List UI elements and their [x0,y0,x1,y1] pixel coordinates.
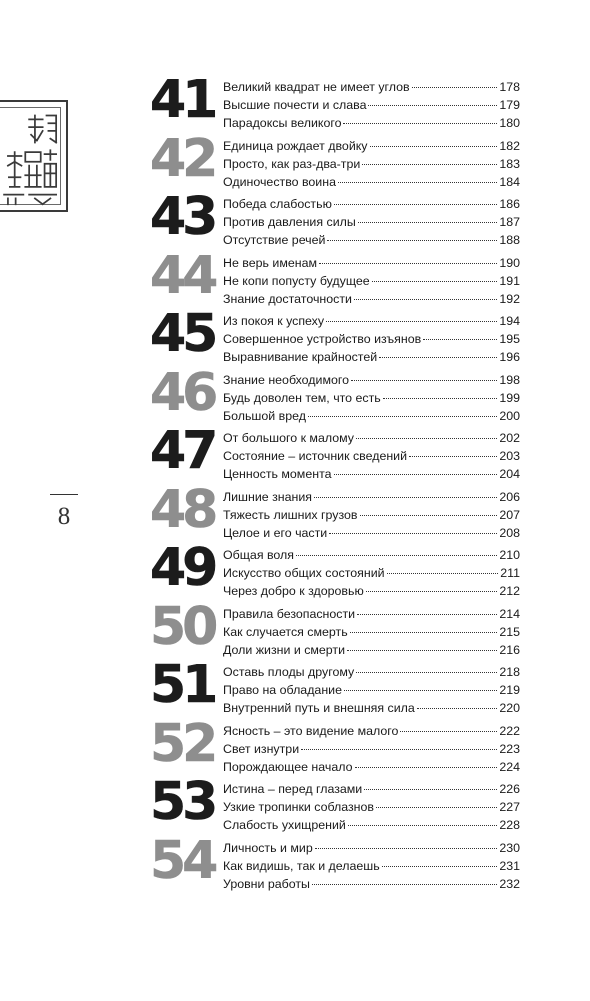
dot-leader [315,848,498,849]
toc-group [150,304,520,371]
toc-entry [223,506,520,524]
toc-entry-title: Через добро к здоровью [223,584,364,598]
chapter-number: 45 [150,304,215,364]
toc-entry-title: Не копи попусту будущее [223,273,370,288]
toc-entry-title: Состояние – источник сведений [223,449,408,463]
toc-entry-page: 203 [499,449,520,463]
toc-entry [223,114,520,132]
toc-entry-page: 183 [499,156,520,171]
toc-entry [223,312,520,330]
toc-entry-page: 178 [499,80,520,94]
chapter-number: 54 [150,830,215,891]
toc-entry-title: Из покоя к успеху [223,314,325,328]
toc-entry-list [223,312,520,366]
toc-entry-page: 206 [499,489,520,504]
toc-entry-title: От большого к малому [223,431,354,445]
toc-entry [223,465,520,483]
toc-entry-title: Знание необходимого [223,372,349,387]
chapter-number: 43 [150,187,215,247]
toc-entry-page: 222 [499,723,520,738]
chapter-number: 53 [150,772,215,832]
toc-entry-title: Свет изнутри [223,741,300,756]
toc-group [150,421,520,488]
toc-entry-title: Совершенное устройство изъянов [223,332,422,346]
chapter-number: 48 [150,479,215,540]
toc-entry [223,681,520,699]
dot-leader [329,533,497,534]
toc-entry-title: Парадоксы великого [223,116,342,130]
toc-entry-title: Искусство общих состояний [223,566,385,580]
toc-entry [223,524,520,542]
toc-entry [223,641,520,659]
toc-entry-list [223,371,520,425]
toc-entry [223,447,520,465]
toc-entry-title: Будь доволен тем, что есть [223,390,381,405]
toc-entry [223,816,520,834]
toc-entry-page: 199 [499,390,520,405]
toc-entry [223,371,520,389]
toc-entry-page: 223 [499,741,520,756]
toc-entry-page: 220 [499,701,520,715]
toc-entry-title: Целое и его части [223,525,328,540]
toc-entry-title: Высшие почести и слава [223,98,367,112]
toc-group [150,655,520,722]
toc-entry-page: 186 [499,197,520,211]
dot-leader [409,456,497,457]
toc-entry [223,78,520,96]
dot-leader [312,884,497,885]
toc-entry [223,582,520,600]
toc-entry [223,213,520,231]
toc-entry-list [223,605,520,659]
dot-leader [344,690,497,691]
dot-leader [370,146,498,147]
chapter-number: 51 [150,655,215,715]
dot-leader [382,866,498,867]
chapter-number: 50 [150,596,215,657]
toc-entry [223,780,520,798]
toc-entry-page: 210 [499,548,520,562]
page-number-rule [50,494,78,495]
toc-entry [223,839,520,857]
toc-entry-title: Не верь именам [223,255,317,270]
toc-entry-title: Доли жизни и смерти [223,642,346,657]
toc-entry-title: Одиночество воина [223,174,336,189]
toc-entry-list [223,780,520,834]
dot-leader [326,321,497,322]
toc-entry-title: Право на обладание [223,683,342,697]
toc-entry-title: Большой вред [223,408,306,423]
toc-entry-title: Тяжесть лишних грузов [223,507,358,522]
dot-leader [347,650,497,651]
dot-leader [308,416,497,417]
toc-entry-page: 184 [499,174,520,189]
dot-leader [366,591,498,592]
toc-entry-list [223,839,520,893]
dot-leader [301,749,497,750]
toc-entry [223,137,520,155]
toc-entry-title: Отсутствие речей [223,233,326,247]
toc-entry-page: 208 [499,525,520,540]
dot-leader [327,240,497,241]
toc-entry-title: Порождающее начало [223,759,353,774]
dot-leader [343,123,497,124]
toc-entry-title: Внутренний путь и внешняя сила [223,701,415,715]
dot-leader [417,708,498,709]
dot-leader [334,204,497,205]
toc-entry-title: Лишние знания [223,489,312,504]
toc-entry [223,740,520,758]
dot-leader [354,299,497,300]
chapter-number: 52 [150,713,215,774]
chapter-number: 47 [150,421,215,481]
toc-entry-title: Как видишь, так и делаешь [223,858,380,873]
dot-leader [372,281,498,282]
dot-leader [368,105,497,106]
toc-entry-page: 180 [499,116,520,130]
chapter-number: 49 [150,538,215,598]
toc-entry [223,699,520,717]
dot-leader [356,438,497,439]
dot-leader [387,573,499,574]
dot-leader [357,614,497,615]
dot-leader [379,357,497,358]
toc-group [150,538,520,605]
toc-group [150,70,520,137]
dot-leader [376,807,497,808]
toc-entry-list [223,195,520,249]
toc-entry-title: Истина – перед глазами [223,782,363,796]
seal-stamp [0,100,68,212]
toc-entry [223,231,520,249]
toc-entry [223,330,520,348]
toc-entry [223,875,520,893]
dot-leader [348,825,498,826]
page-number: 8 [57,503,71,530]
toc-entry-page: 216 [499,642,520,657]
dot-leader [350,632,498,633]
toc-entry [223,429,520,447]
toc-entry-page: 231 [499,858,520,873]
toc-entry [223,605,520,623]
toc-entry-title: Как случается смерть [223,624,348,639]
toc-entry-title: Ценность момента [223,467,332,481]
toc-entry-title: Личность и мир [223,840,313,855]
seal-glyphs-icon [0,102,66,210]
toc-entry-page: 227 [499,800,520,814]
chapter-number: 44 [150,245,215,306]
dot-leader [364,789,497,790]
toc-entry-page: 214 [499,606,520,621]
toc-entry-list [223,429,520,483]
toc-entry [223,96,520,114]
toc-entry-title: Выравнивание крайностей [223,350,378,364]
toc-group [150,830,520,898]
toc-entry-title: Оставь плоды другому [223,665,355,679]
toc-entry [223,407,520,425]
toc-entry-page: 190 [499,255,520,270]
toc-entry-list [223,254,520,308]
toc-entry-page: 218 [499,665,520,679]
toc-entry-title: Узкие тропинки соблазнов [223,800,374,814]
toc-entry [223,254,520,272]
toc-entry-title: Против давления силы [223,215,356,229]
chapter-number: 41 [150,70,215,130]
toc-entry [223,389,520,407]
toc-entry-page: 207 [499,507,520,522]
toc-entry-title: Уровни работы [223,876,310,891]
toc-entry-page: 212 [499,584,520,598]
toc-entry-list [223,488,520,542]
dot-leader [400,731,497,732]
dot-leader [358,222,498,223]
dot-leader [334,474,498,475]
toc-group [150,772,520,839]
toc-entry-page: 228 [499,818,520,832]
toc-entry-page: 202 [499,431,520,445]
dot-leader [362,164,497,165]
dot-leader [383,398,498,399]
toc-entry [223,155,520,173]
chapter-number: 46 [150,362,215,423]
toc-entry-page: 192 [499,291,520,306]
dot-leader [351,380,497,381]
toc-entry [223,564,520,582]
toc-entry-title: Ясность – это видение малого [223,723,399,738]
toc-entry [223,290,520,308]
chapter-number: 42 [150,128,215,189]
dot-leader [296,555,497,556]
toc-entry-page: 232 [499,876,520,891]
dot-leader [338,182,497,183]
toc-entry-list [223,722,520,776]
toc-entry-title: Единица рождает двойку [223,138,368,153]
toc-entry-list [223,78,520,132]
toc-entry [223,798,520,816]
toc-entry [223,758,520,776]
toc-entry-page: 182 [499,138,520,153]
dot-leader [412,87,498,88]
toc-entry [223,722,520,740]
toc-entry-title: Просто, как раз-два-три [223,156,361,171]
toc-entry-page: 204 [499,467,520,481]
toc-entry-list [223,546,520,600]
toc-entry [223,195,520,213]
toc-entry-page: 215 [499,624,520,639]
toc-entry-page: 219 [499,683,520,697]
toc-entry-page: 195 [499,332,520,346]
toc-entry-title: Общая воля [223,548,294,562]
toc-entry-page: 198 [499,372,520,387]
toc-entry-page: 200 [499,408,520,423]
toc-entry-list [223,137,520,191]
dot-leader [356,672,497,673]
dot-leader [360,515,498,516]
toc-entry [223,348,520,366]
toc-entry [223,623,520,641]
toc-entry-page: 226 [499,782,520,796]
toc-group [150,187,520,254]
dot-leader [423,339,497,340]
toc-entry-page: 188 [499,233,520,247]
toc-entry-page: 194 [499,314,520,328]
toc-entry [223,173,520,191]
toc-entry [223,546,520,564]
toc-entry-title: Победа слабостью [223,197,332,211]
toc-entry-list [223,663,520,717]
toc-entry [223,488,520,506]
toc-entry-page: 230 [499,840,520,855]
dot-leader [355,767,498,768]
table-of-contents [150,70,520,897]
toc-entry-page: 179 [499,98,520,112]
toc-entry-title: Правила безопасности [223,606,356,621]
toc-entry [223,272,520,290]
toc-entry-page: 211 [500,566,520,580]
toc-entry-page: 196 [499,350,520,364]
toc-entry [223,663,520,681]
dot-leader [314,497,497,498]
toc-entry [223,857,520,875]
toc-entry-page: 191 [499,273,520,288]
toc-entry-title: Великий квадрат не имеет углов [223,80,410,94]
toc-entry-title: Знание достаточности [223,291,352,306]
dot-leader [319,263,497,264]
toc-entry-title: Слабость ухищрений [223,818,346,832]
toc-entry-page: 224 [499,759,520,774]
toc-entry-page: 187 [499,215,520,229]
